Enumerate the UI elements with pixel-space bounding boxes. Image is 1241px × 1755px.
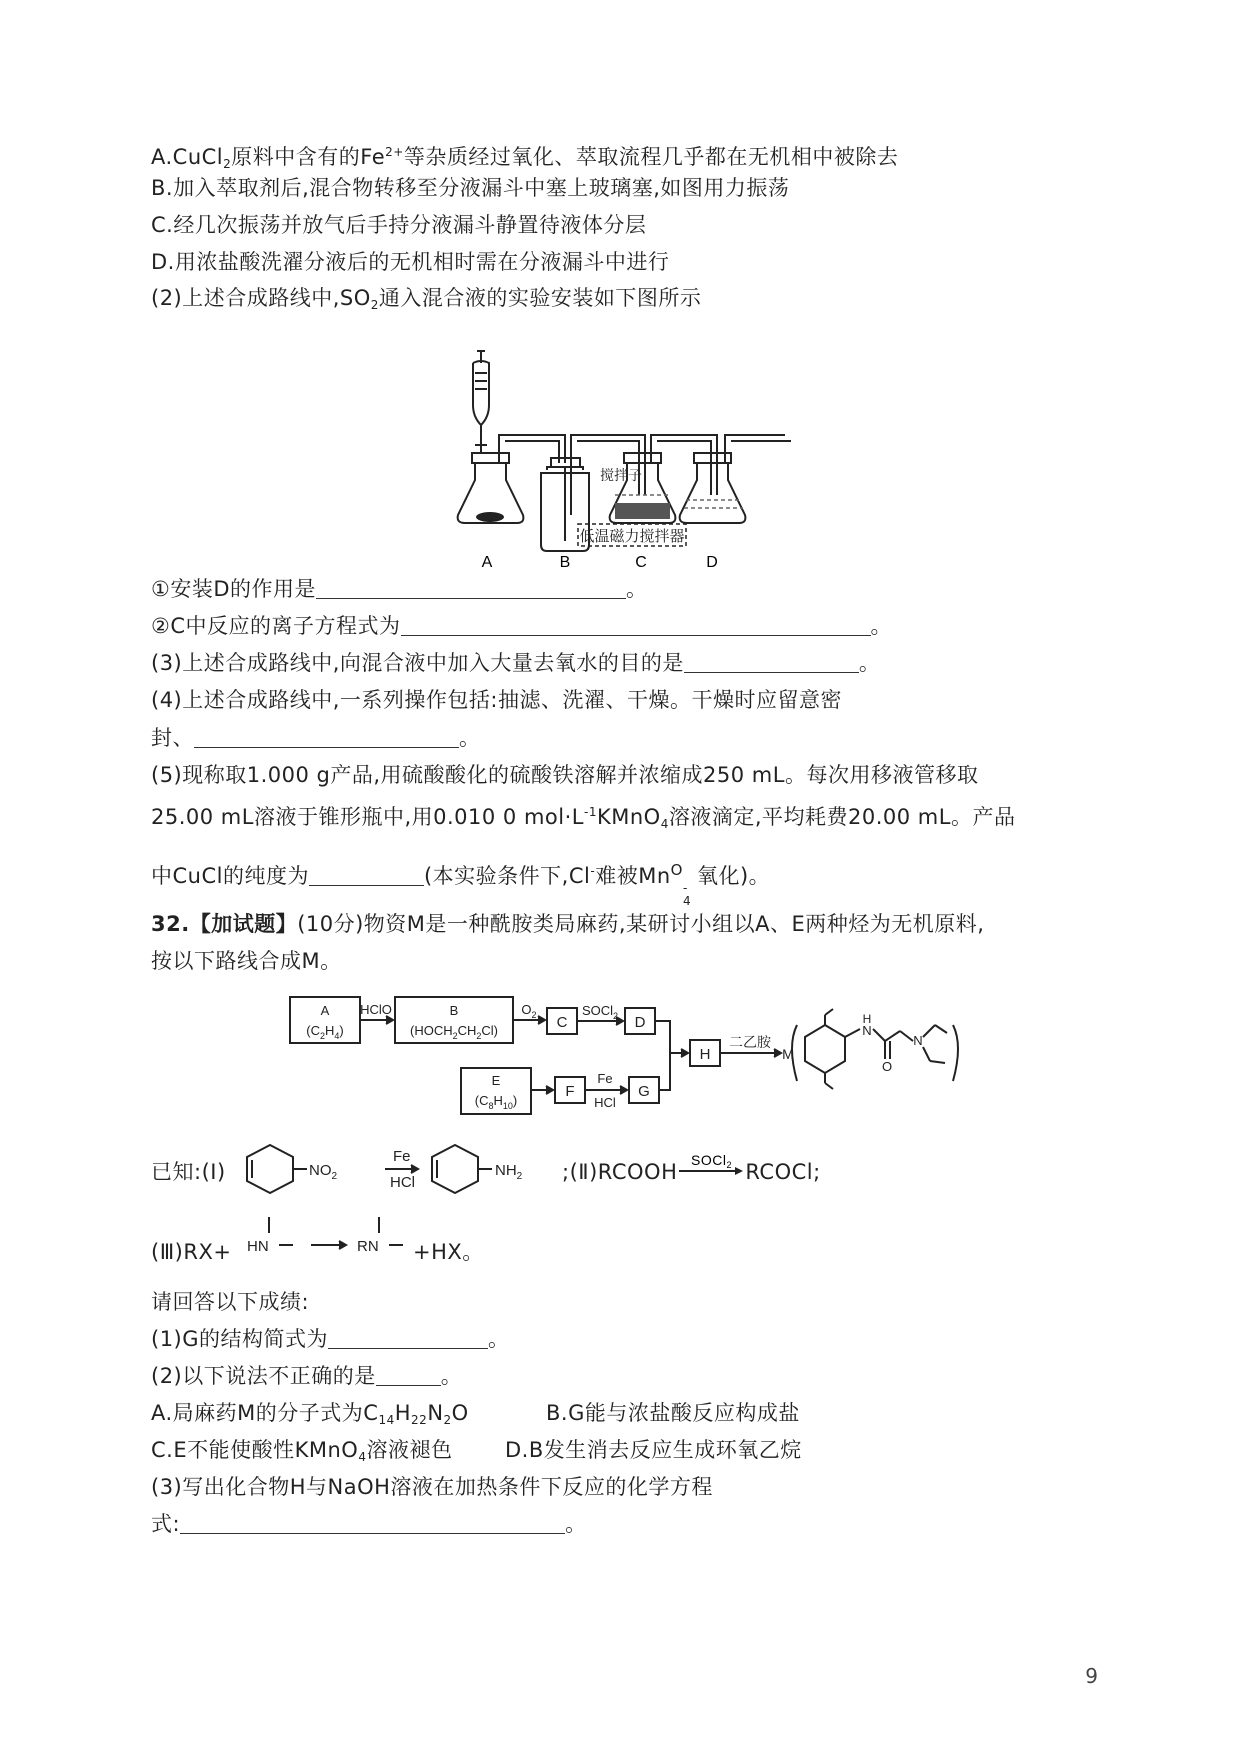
node-m-label: M — [782, 1046, 794, 1062]
answer-blank[interactable] — [194, 727, 459, 748]
sub-question-3-cont: 式: 。 — [151, 1512, 587, 1536]
option-32-a: A.局麻药M的分子式为$C_{14}H_{22}N_2O$ — [151, 1401, 469, 1427]
svg-text:H: H — [862, 1012, 872, 1026]
known-iii-scheme — [245, 1215, 425, 1265]
known-iii-tail: +HX。 — [413, 1240, 484, 1264]
answer-blank[interactable] — [376, 1365, 441, 1386]
svg-text:SOCl2: SOCl$_2$ — [691, 1153, 733, 1170]
known-i-scheme — [235, 1135, 565, 1205]
svg-text:Fe: Fe — [597, 1071, 613, 1086]
question-3: (3)上述合成路线中,向混合液中加入大量去氧水的目的是 。 — [151, 651, 881, 675]
answer-blank[interactable] — [316, 578, 626, 599]
question-5: (5)现称取1.000 g产品,用硫酸酸化的硫酸铁溶解并浓缩成250 mL。每次用移液管移取 — [151, 763, 979, 787]
synthesis-scheme — [285, 985, 965, 1120]
question-32: 32.【加试题】(10分)物资M是一种酰胺类局麻药,某研讨小组以A、E两种烃为无机原料, — [151, 912, 985, 936]
svg-text:HClO: HClO — [360, 1002, 392, 1017]
known-i: 已知:(Ⅰ) — [151, 1160, 226, 1184]
svg-text:(HOCH2CH2Cl): $(HOCH_2CH_2Cl)$ — [409, 1023, 499, 1041]
question-2-2: ②C中反应的离子方程式为 。 — [151, 614, 892, 638]
svg-text:O: O — [881, 1059, 893, 1074]
node-g-label: G — [638, 1083, 650, 1100]
question-4-cont: 封、 。 — [151, 726, 481, 750]
question-5-cont2: 中CuCl的纯度为 (本实验条件下,Cl-难被$Mn^O$ - 4 氧化)。 — [151, 861, 771, 908]
known-iii: (Ⅲ)RX+ — [151, 1240, 232, 1264]
option-32-b: B.G能与浓盐酸反应构成盐 — [546, 1401, 800, 1425]
stirrer-box-label: 低温磁力搅拌器 — [579, 528, 685, 545]
sub-question-1: (1)G的结构简式为 。 — [151, 1327, 510, 1351]
svg-text:N: N — [913, 1033, 923, 1048]
sub-question-2: (2)以下说法不正确的是 。 — [151, 1364, 463, 1388]
question-5-cont: 25.00 mL溶液于锥形瓶中,用0.010 0 $mol\cdot L^{-1}KMnO_4$溶液滴定,平均耗费20.00 mL。产品 — [151, 805, 1016, 831]
svg-text:HN: HN — [247, 1238, 269, 1255]
answer-blank[interactable] — [328, 1328, 488, 1349]
sub-question-3: (3)写出化合物H与NaOH溶液在加热条件下反应的化学方程 — [151, 1475, 713, 1499]
page-number: 9 — [1085, 1664, 1098, 1688]
node-a-label: A — [320, 1003, 330, 1018]
svg-text:二乙胺: 二乙胺 — [729, 1034, 771, 1050]
node-d-label: D — [634, 1014, 646, 1031]
stirrer-label: 搅拌子 — [600, 467, 642, 483]
option-d: D.用浓盐酸洗濯分液后的无机相时需在分液漏斗中进行 — [151, 250, 670, 274]
node-b-label: B — [449, 1003, 459, 1018]
label-d: D — [706, 554, 718, 570]
known-ii: ;(Ⅱ)RCOOH SOCl$_2$ RCOCl; — [562, 1153, 821, 1184]
svg-text:HCl: HCl — [390, 1174, 415, 1191]
node-h-label: H — [699, 1046, 711, 1063]
svg-text:N: N — [862, 1023, 872, 1038]
option-a: A.CuCl$_2$原料中含有的$Fe^{2+}$等杂质经过氧化、萃取流程几乎都在无机相中被除去 — [151, 145, 899, 171]
node-f-label: F — [565, 1083, 575, 1100]
svg-text:NO2: $NO_2$ — [309, 1162, 338, 1182]
option-b: B.加入萃取剂后,混合物转移至分液漏斗中塞上玻璃塞,如图用力振荡 — [151, 176, 790, 200]
answer-blank[interactable] — [180, 1513, 565, 1534]
question-2: (2)上述合成路线中$,SO_2$通入混合液的实验安装如下图所示 — [151, 286, 702, 312]
answer-blank[interactable] — [401, 615, 871, 636]
svg-text:NH2: $NH_2$ — [495, 1162, 523, 1182]
svg-text:SOCl2: SOCl$_2$ — [581, 1003, 619, 1021]
question-32-cont: 按以下路线合成M。 — [151, 949, 342, 973]
node-e-label: E — [491, 1073, 501, 1088]
question-2-1: ①安装D的作用是 。 — [151, 577, 648, 601]
option-c: C.经几次振荡并放气后手持分液漏斗静置待液体分层 — [151, 213, 647, 237]
svg-text:(C8H10): $(C_8H_{10})$ — [474, 1093, 518, 1111]
label-c: C — [635, 554, 647, 570]
question-4: (4)上述合成路线中,一系列操作包括:抽滤、洗濯、干燥。干燥时应留意密 — [151, 688, 842, 712]
apparatus-diagram — [455, 345, 800, 570]
answer-blank[interactable] — [309, 865, 424, 886]
label-a: A — [481, 554, 493, 570]
node-c-label: C — [556, 1014, 568, 1031]
svg-text:Fe: Fe — [393, 1148, 411, 1165]
label-b: B — [559, 554, 571, 570]
svg-text:(C2H4): $(C_2H_4)$ — [306, 1023, 344, 1041]
option-32-d: D.B发生消去反应生成环氧乙烷 — [505, 1438, 802, 1462]
answer-blank[interactable] — [684, 652, 859, 673]
svg-text:HCl: HCl — [594, 1095, 616, 1110]
ask-line: 请回答以下成绩: — [151, 1290, 310, 1314]
svg-text:RN: RN — [357, 1238, 379, 1255]
option-32-c: C.E不能使酸性KMnO$_4$溶液褪色 — [151, 1438, 453, 1464]
svg-text:O2: $O_2$ — [521, 1002, 537, 1020]
